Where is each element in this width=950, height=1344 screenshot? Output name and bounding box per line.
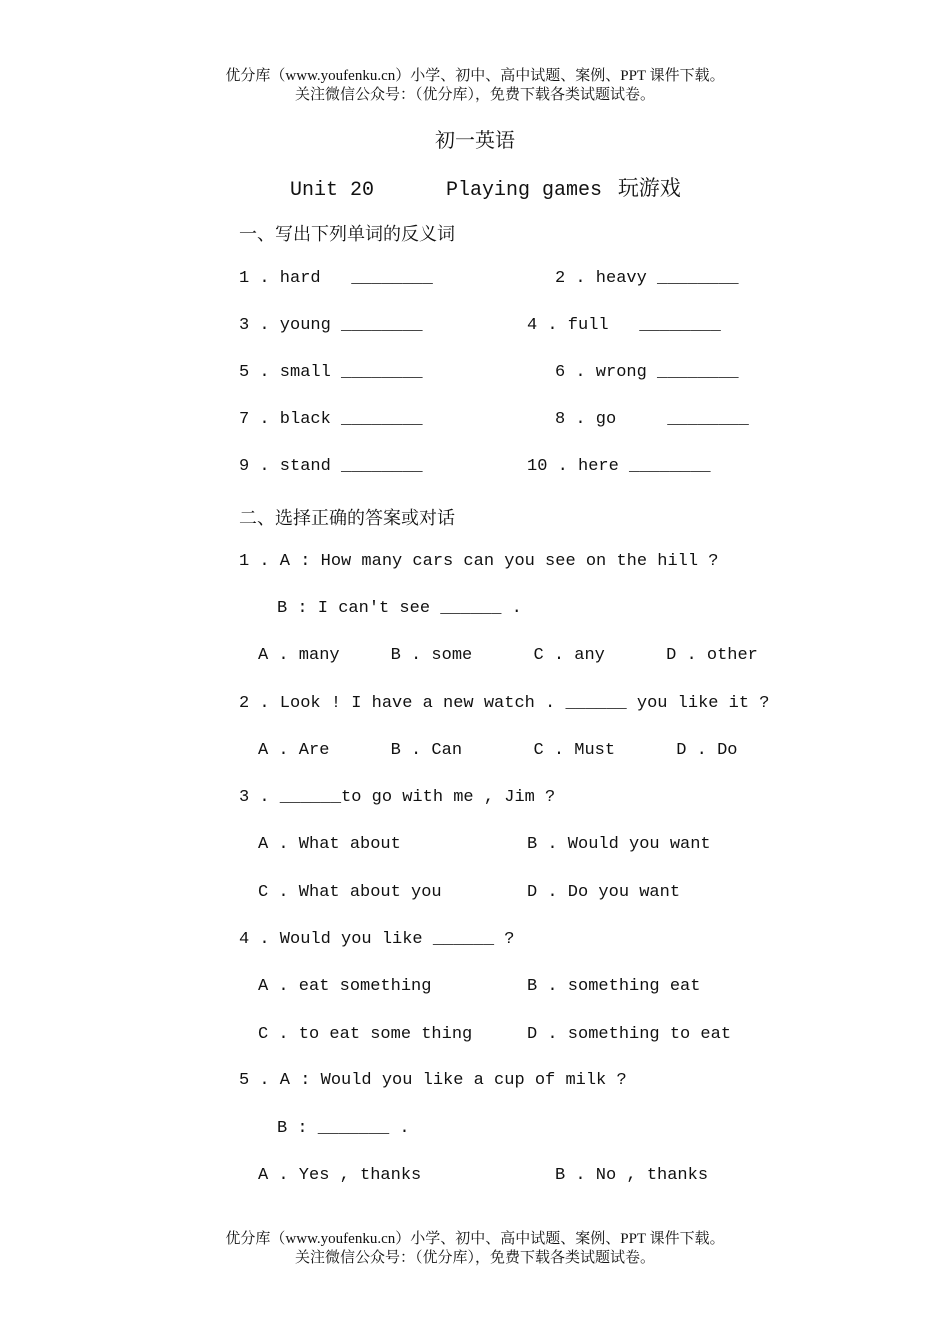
question-3: 3 . ______to go with me , Jim ?	[239, 788, 556, 807]
question-4-option-d: D . something to eat	[527, 1025, 732, 1044]
header-line-1: 优分库（www.youfenku.cn）小学、初中、高中试题、案例、PPT 课件下载。	[225, 68, 725, 84]
vocab-item-1: 1 . hard ________	[239, 269, 433, 288]
unit-title-cn: 玩游戏	[617, 176, 681, 200]
question-5: 5 . A : Would you like a cup of milk ?	[239, 1071, 627, 1090]
vocab-item-9: 9 . stand ________	[239, 457, 423, 476]
question-3-option-c: C . What about you	[258, 883, 442, 902]
question-5-option-b: B . No , thanks	[555, 1166, 709, 1185]
vocab-item-5: 5 . small ________	[239, 363, 423, 382]
section-1-heading: 一、写出下列单词的反义词	[239, 224, 455, 244]
question-2: 2 . Look ! I have a new watch . ______ you like it ?	[239, 694, 770, 713]
question-5-option-a: A . Yes , thanks	[258, 1166, 422, 1185]
question-2-options: A . Are B . Can C . Must D . Do	[258, 741, 738, 760]
question-4-option-c: C . to eat some thing	[258, 1025, 473, 1044]
page-title: 初一英语	[435, 130, 515, 152]
question-4: 4 . Would you like ______ ?	[239, 930, 515, 949]
question-1: 1 . A : How many cars can you see on the hill ?	[239, 552, 719, 571]
footer-line-1: 优分库（www.youfenku.cn）小学、初中、高中试题、案例、PPT 课件下载。	[225, 1231, 725, 1247]
vocab-item-6: 6 . wrong ________	[555, 363, 739, 382]
question-4-option-a: A . eat something	[258, 977, 432, 996]
vocab-item-2: 2 . heavy ________	[555, 269, 739, 288]
vocab-item-7: 7 . black ________	[239, 410, 423, 429]
question-1-b: B : I can't see ______ .	[277, 599, 522, 618]
question-3-option-d: D . Do you want	[527, 883, 681, 902]
vocab-item-3: 3 . young ________	[239, 316, 423, 335]
question-5-b: B : _______ .	[277, 1119, 410, 1138]
question-3-option-a: A . What about	[258, 835, 401, 854]
unit-title	[290, 172, 681, 202]
unit-title-en: Unit 20 Playing games	[290, 179, 603, 202]
vocab-item-4: 4 . full ________	[527, 316, 721, 335]
header-line-2: 关注微信公众号：（优分库），免费下载各类试题试卷。	[294, 87, 655, 103]
question-4-option-b: B . something eat	[527, 977, 701, 996]
vocab-item-8: 8 . go ________	[555, 410, 749, 429]
question-1-options: A . many B . some C . any D . other	[258, 646, 758, 665]
question-3-option-b: B . Would you want	[527, 835, 711, 854]
vocab-item-10: 10 . here ________	[527, 457, 711, 476]
section-2-heading: 二、选择正确的答案或对话	[239, 508, 455, 528]
footer-line-2: 关注微信公众号：（优分库），免费下载各类试题试卷。	[294, 1250, 655, 1266]
